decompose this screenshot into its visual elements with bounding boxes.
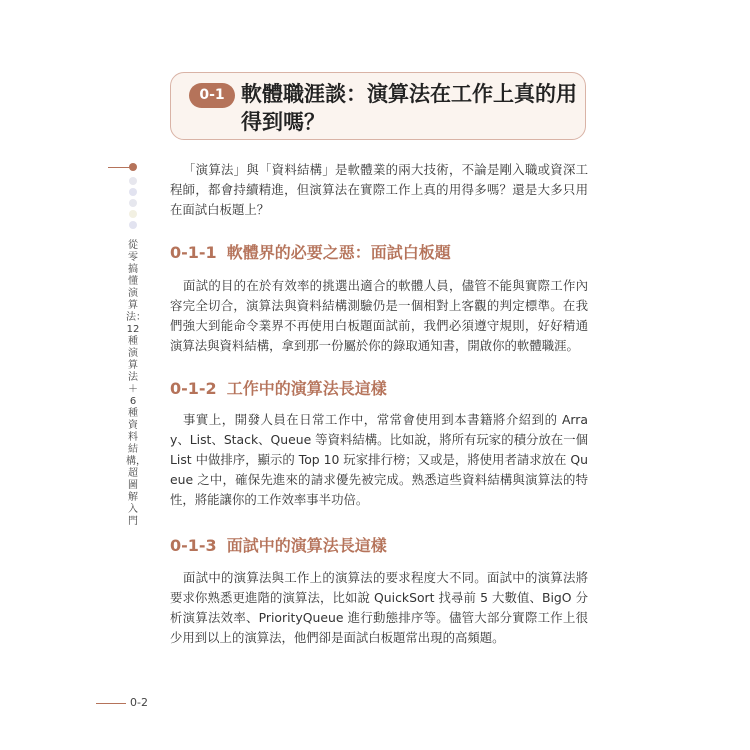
- section-heading-0-1-2: [170, 378, 588, 400]
- section-heading-0-1-3: [170, 535, 588, 557]
- chapter-number-badge: 0-1: [189, 83, 235, 108]
- sidebar-dot: [129, 221, 137, 229]
- sidebar-dot: [129, 199, 137, 207]
- intro-paragraph: 「演算法」與「資料結構」是軟體業的兩大技術，不論是剛入職或資深工程師，都會持續精進，但演算法在實際工作上真的用得多嗎？還是大多只用在面試白板題上？: [170, 162, 588, 217]
- section-title: 軟體界的必要之惡：面試白板題: [226, 243, 451, 262]
- sidebar-book-title: 從零搞懂演算法：12種演算法＋6種資料結構，超圖解入門: [126, 240, 146, 527]
- sidebar-dot-accent: [129, 163, 137, 171]
- sidebar-dot: [129, 188, 137, 196]
- sidebar-dot: [129, 177, 137, 185]
- sidebar-accent-line: [108, 167, 130, 168]
- sidebar-dot: [129, 210, 137, 218]
- section-body-0-1-2: 事實上，開發人員在日常工作中，常常會使用到本書籍將介紹到的 Array、List、Stack、Queue 等資料結構。比如說，將所有玩家的積分放在一個 List 中做排序，顯示的 Top 10 玩家排行榜；又或是，將使用者請求放在 Queue 之中，確保先進來的請求優先被完成。熟悉這些資料結構與演算法的特性，將能讓你的工作效率事半功倍。: [170, 412, 588, 507]
- section-body-0-1-1: 面試的目的在於有效率的挑選出適合的軟體人員，儘管不能與實際工作內容完全切合，演算法與資料結構測驗仍是一個相對上客觀的判定標準。在我們強大到能命令業界不再使用白板題面試前，我們必須遵守規則，好好精通演算法與資料結構，拿到那一份屬於你的錄取通知書，開啟你的軟體職涯。: [170, 278, 588, 353]
- section-number: 0-1-3: [170, 536, 217, 555]
- section-heading-0-1-1: [170, 242, 588, 264]
- chapter-title-box: [170, 72, 586, 140]
- section-number: 0-1-2: [170, 379, 217, 398]
- page-number: 0-2: [130, 696, 148, 709]
- section-body-0-1-3: 面試中的演算法與工作上的演算法的要求程度大不同。面試中的演算法將要求你熟悉更進階的演算法，比如說 QuickSort 找尋前 5 大數值、BigO 分析演算法效率、PriorityQueue 進行動態排序等。儘管大部分實際工作上很少用到以上的演算法，他們卻是面試白板題常出現的高頻題。: [170, 570, 588, 645]
- chapter-title: 軟體職涯談：演算法在工作上真的用得到嗎？: [241, 82, 577, 134]
- section-title: 工作中的演算法長這樣: [226, 379, 387, 398]
- section-title: 面試中的演算法長這樣: [226, 536, 387, 555]
- page-number-line: [96, 703, 126, 704]
- section-number: 0-1-1: [170, 243, 217, 262]
